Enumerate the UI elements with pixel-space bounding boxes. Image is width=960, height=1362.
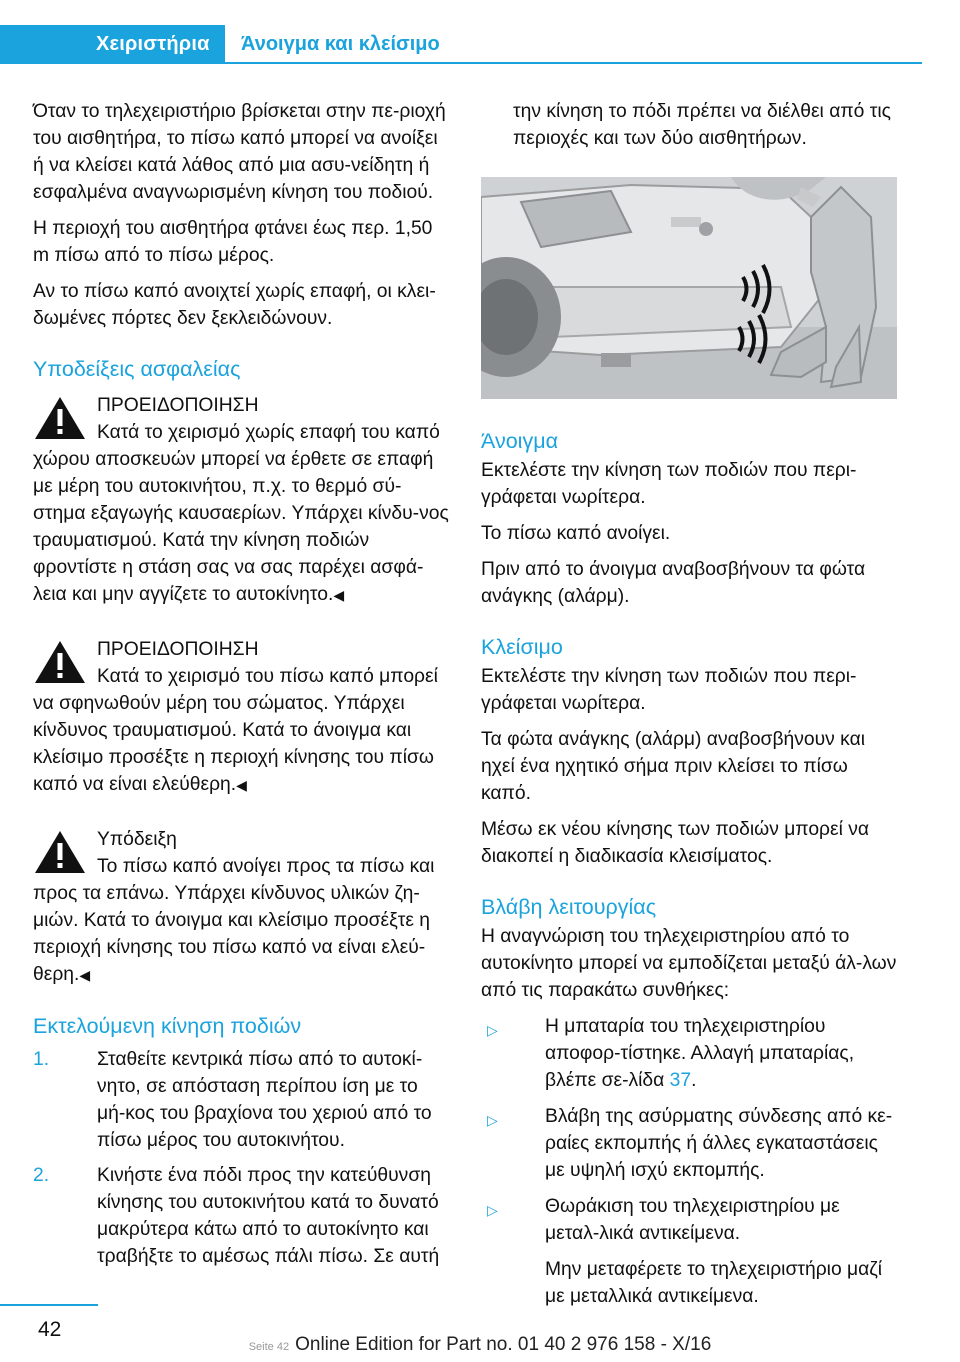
list-item: ▷ Η μπαταρία του τηλεχειριστηρίου αποφορ-τίστηκε. Αλλαγή μπαταρίας, βλέπε σε-λίδα 37.	[487, 1016, 855, 1091]
close-paragraph: Εκτελέστε την κίνηση των ποδιών που περι-γράφεται νωρίτερα.	[481, 666, 857, 714]
warning-text: Κατά το χειρισμό του πίσω καπό μπορεί να σφηνωθούν μέρη του σώματος. Υπάρχει κίνδυνος τραυματισμού. Κατά το άνοιγμα και κλείσιμο προσέξτε η περιοχή κίνησης του πίσω καπό να είναι ελεύθερη.◀	[33, 666, 438, 795]
foot-gesture-illustration	[481, 177, 897, 399]
notice-label: Υπόδειξη	[97, 829, 177, 850]
intro-paragraph: Η περιοχή του αισθητήρα φτάνει έως περ. 1,50 m πίσω από το πίσω μέρος.	[33, 218, 433, 266]
steps-list	[33, 1046, 451, 1270]
footer-watermark: Seite 42	[248, 1341, 290, 1353]
warning-label: ΠΡΟΕΙΔΟΠΟΙΗΣΗ	[97, 395, 259, 416]
page-number: 42	[38, 1318, 62, 1341]
step-text: Κινήστε ένα πόδι προς την κατεύθυνση κίνησης του αυτοκινήτου κατά το δυνατό μακρύτερα κάτω από το αυτοκίνητο και τραβήξτε το αμέσως πάλι πίσω. Σε αυτή	[97, 1165, 440, 1267]
step-number: 2.	[33, 1165, 50, 1186]
bullet-triangle-icon: ▷	[487, 1112, 498, 1128]
warning-triangle-icon	[33, 829, 87, 875]
edition-footer	[0, 1334, 960, 1356]
topic-title: Άνοιγμα και κλείσιμο	[241, 33, 440, 55]
continuation-text: την κίνηση το πόδι πρέπει να διέλθει από τις περιοχές και των δύο αισθητήρων.	[513, 101, 891, 149]
intro-paragraph: Αν το πίσω καπό ανοιχτεί χωρίς επαφή, οι κλει-δωμένες πόρτες δεν ξεκλειδώνουν.	[33, 281, 436, 329]
safety-heading: Υποδείξεις ασφαλείας	[33, 357, 241, 381]
section-title: Χειριστήρια	[96, 33, 210, 55]
left-column	[33, 98, 451, 1278]
section-tab	[0, 25, 225, 64]
warning-text: Κατά το χειρισμό χωρίς επαφή του καπό χώρου αποσκευών μπορεί να έρθετε σε επαφή με μέρη του αυτοκινήτου, π.χ. το θερμό σύ-στημα εξαγωγής καυσαερίων. Υπάρχει κίνδυ-νος τραυματισμού. Κατά την κίνηση ποδιών φροντίστε η στάση σας να σας παρέχει ασφά-λεια και μην αγγίζετε το αυτοκίνητο.◀	[33, 422, 449, 605]
fault-heading: Βλάβη λειτουργίας	[481, 895, 657, 919]
topic-bar	[225, 25, 922, 64]
fault-list	[481, 1013, 899, 1310]
warning-block	[33, 392, 451, 609]
end-mark: ◀	[333, 587, 345, 603]
step-text: Σταθείτε κεντρικά πίσω από το αυτοκί-νητο, σε απόσταση περίπου ίση με το μή-κος του βραχίονα του χεριού από το πίσω μέρος του αυτοκινήτου.	[97, 1049, 432, 1151]
header-rule	[225, 62, 922, 64]
right-column	[481, 98, 899, 1319]
warning-block	[33, 636, 451, 799]
warning-triangle-icon	[33, 639, 87, 685]
close-heading: Κλείσιμο	[481, 635, 563, 659]
open-heading: Άνοιγμα	[481, 429, 559, 453]
car-rear-image	[481, 177, 897, 399]
open-paragraph: Εκτελέστε την κίνηση των ποδιών που περι-γράφεται νωρίτερα.	[481, 460, 857, 508]
page-header	[0, 25, 922, 64]
open-paragraph: Το πίσω καπό ανοίγει.	[481, 523, 671, 544]
close-paragraph: Τα φώτα ανάγκης (αλάρμ) αναβοσβήνουν και ηχεί ένα ηχητικό σήμα πριν κλείσει το πίσω καπό.	[481, 729, 866, 804]
end-mark: ◀	[236, 777, 247, 793]
fault-intro: Η αναγνώριση του τηλεχειριστηρίου από το αυτοκίνητο μπορεί να εμποδίζεται μεταξύ άλ-λων από τις παρακάτω συνθήκες:	[481, 926, 897, 1001]
bullet-subtext: Μην μεταφέρετε το τηλεχειριστήριο μαζί με μεταλλικά αντικείμενα.	[545, 1259, 883, 1307]
bullet-triangle-icon: ▷	[487, 1022, 498, 1038]
steps-heading: Εκτελούμενη κίνηση ποδιών	[33, 1014, 302, 1038]
list-item	[33, 1046, 451, 1154]
end-mark: ◀	[79, 967, 91, 983]
close-paragraph: Μέσω εκ νέου κίνησης των ποδιών μπορεί να διακοπεί η διαδικασία κλεισίματος.	[481, 819, 870, 867]
open-paragraph: Πριν από το άνοιγμα αναβοσβήνουν τα φώτα ανάγκης (αλάρμ).	[481, 559, 866, 607]
notice-block	[33, 826, 451, 989]
notice-text: Το πίσω καπό ανοίγει προς τα πίσω και προς τα επάνω. Υπάρχει κίνδυνος υλικών ζη-μιών. Κατά το άνοιγμα και κλείσιμο προσέξτε η περιοχή κίνησης του πίσω καπό να είναι ελεύ-θερη.◀	[33, 856, 435, 985]
edition-text: Online Edition for Part no. 01 40 2 976 158 - X/16	[295, 1334, 712, 1355]
bullet-triangle-icon: ▷	[487, 1202, 498, 1218]
warning-label: ΠΡΟΕΙΔΟΠΟΙΗΣΗ	[97, 639, 259, 660]
list-item	[33, 1162, 451, 1270]
warning-triangle-icon	[33, 395, 87, 441]
page-number-rule	[0, 1304, 98, 1306]
list-item: ▷ Βλάβη της ασύρματης σύνδεσης από κε-ραίες εκπομπής ή άλλες εγκαταστάσεις με υψηλή ισχύ εκπομπής.	[487, 1106, 893, 1181]
intro-paragraph: Όταν το τηλεχειριστήριο βρίσκεται στην πε-ριοχή του αισθητήρα, το πίσω καπό μπορεί να ανοίξει ή να κλείσει κατά λάθος από μια ασυ-νείδητη ή εσφαλμένα αναγνωρισμένη κίνηση του ποδιού.	[33, 101, 446, 203]
list-item: ▷ Θωράκιση του τηλεχειριστηρίου με μεταλ-λικά αντικείμενα. Μην μεταφέρετε το τηλεχειριστήριο μαζί με μεταλλικά αντικείμενα.	[481, 1193, 899, 1310]
step-number: 1.	[33, 1049, 50, 1070]
page-reference-link[interactable]: 37	[669, 1070, 692, 1091]
